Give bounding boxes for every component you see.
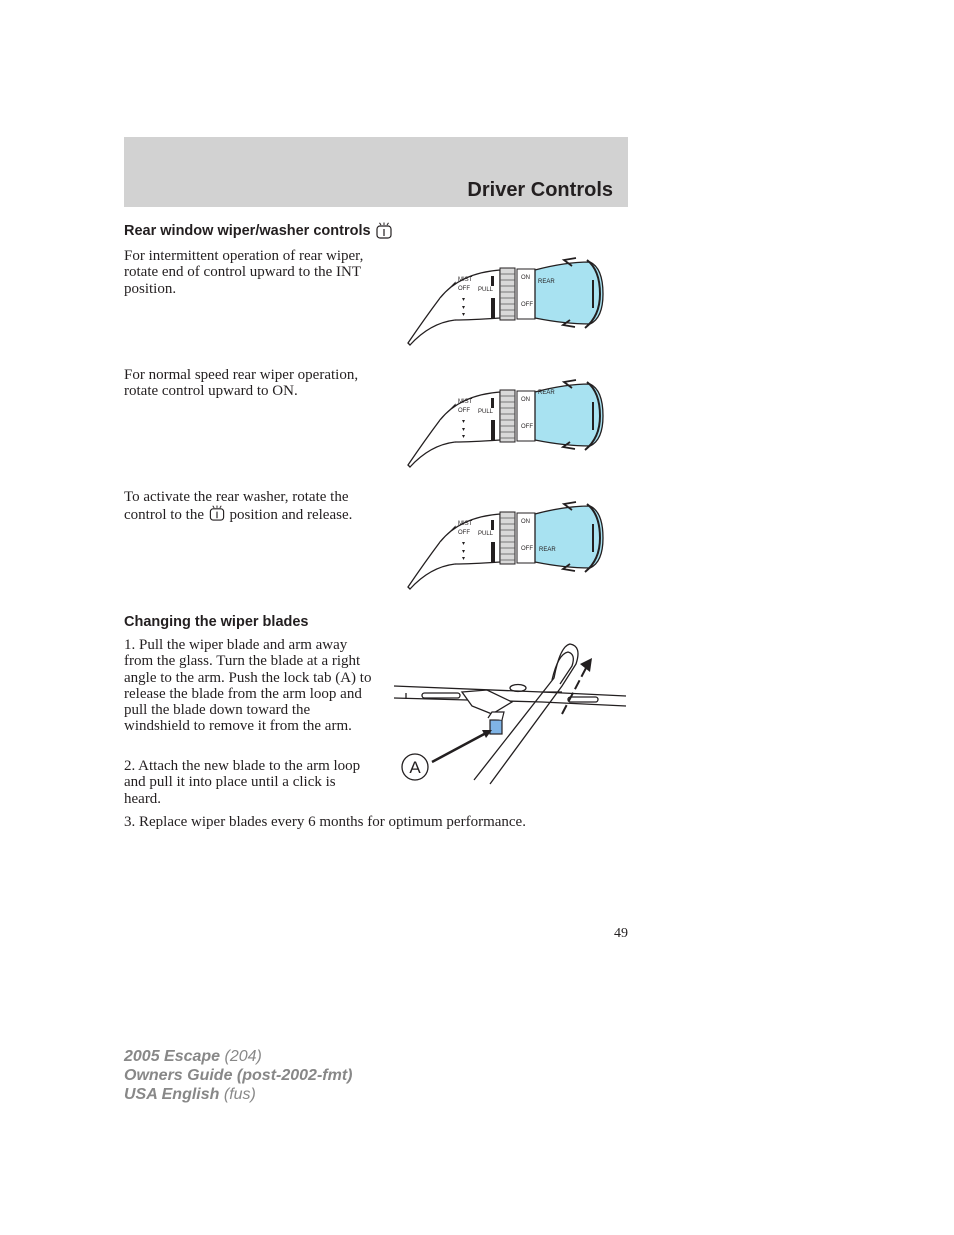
svg-text:▾: ▾ [462, 556, 466, 562]
page-number: 49 [614, 926, 628, 941]
svg-text:OFF: OFF [458, 286, 470, 292]
svg-text:OFF: OFF [521, 546, 533, 552]
svg-text:▾: ▾ [462, 312, 466, 318]
svg-text:PULL: PULL [478, 531, 494, 537]
step-3-paragraph: 3. Replace wiper blades every 6 months for optimum performance. [124, 814, 526, 830]
svg-text:▾: ▾ [462, 541, 466, 547]
header-band [124, 137, 628, 207]
svg-text:ON: ON [521, 519, 530, 525]
footer-line-1: 2005 Escape (204) [124, 1048, 262, 1065]
section-title: Driver Controls [467, 179, 613, 201]
wiper-blades-heading-text: Changing the wiper blades [124, 614, 309, 630]
svg-text:OFF: OFF [521, 424, 533, 430]
knurled-ring [500, 268, 515, 320]
pull-direction-arrow [562, 658, 592, 714]
svg-text:PULL: PULL [478, 287, 494, 293]
rear-wiper-heading-text: Rear window wiper/washer controls [124, 223, 371, 239]
intermittent-paragraph: For intermittent operation of rear wiper, rotate end of control upward to the INT position. [124, 248, 364, 297]
lock-tab [490, 720, 502, 734]
rear-washer-inline-icon [208, 505, 226, 522]
stalk-washer-illustration [400, 492, 615, 590]
wiper-blade-illustration [392, 640, 628, 785]
washer-paragraph [124, 489, 374, 524]
svg-text:ON: ON [521, 275, 530, 281]
svg-text:▾: ▾ [462, 305, 466, 311]
svg-text:ON: ON [521, 397, 530, 403]
rear-control-ring [517, 269, 535, 319]
rear-wiper-heading [124, 222, 393, 240]
footer-line-3: USA English (fus) [124, 1086, 256, 1103]
stalk-arm [408, 270, 500, 345]
washer-paragraph-end: position and release. [229, 507, 353, 524]
svg-text:MIST: MIST [458, 521, 473, 527]
svg-text:▾: ▾ [462, 297, 466, 303]
step-2-paragraph: 2. Attach the new blade to the arm loop and pull it into place until a click is heard. [124, 758, 361, 807]
svg-text:OFF: OFF [521, 302, 533, 308]
stalk-int-illustration [400, 248, 615, 346]
svg-text:▾: ▾ [462, 419, 466, 425]
svg-text:▾: ▾ [462, 427, 466, 433]
svg-text:MIST: MIST [458, 399, 473, 405]
normal-speed-paragraph: For normal speed rear wiper operation, rotate control upward to ON. [124, 367, 359, 400]
wiper-blades-heading [124, 614, 309, 630]
washer-paragraph-start: To activate the rear washer, rotate the control to the [124, 489, 349, 524]
rear-washer-icon [375, 222, 393, 240]
step-1-paragraph: 1. Pull the wiper blade and arm away from the glass. Turn the blade at a right angle to the arm. Push the lock tab (A) to release the blade from the arm loop and pull the blade down toward the windshield to remove it from the arm. [124, 637, 372, 735]
svg-text:REAR: REAR [538, 279, 555, 285]
svg-text:▾: ▾ [462, 549, 466, 555]
svg-text:REAR: REAR [539, 547, 556, 553]
svg-text:MIST: MIST [458, 277, 473, 283]
svg-text:PULL: PULL [478, 409, 494, 415]
svg-text:REAR: REAR [538, 390, 555, 396]
svg-text:OFF: OFF [458, 408, 470, 414]
svg-text:▾: ▾ [462, 434, 466, 440]
callout-line [432, 732, 488, 762]
footer [124, 1047, 352, 1104]
wiper-blade [394, 685, 626, 715]
svg-text:OFF: OFF [458, 530, 470, 536]
callout-a-label: A [409, 758, 421, 777]
stalk-on-illustration [400, 370, 615, 468]
footer-line-2: Owners Guide (post-2002-fmt) [124, 1067, 353, 1084]
